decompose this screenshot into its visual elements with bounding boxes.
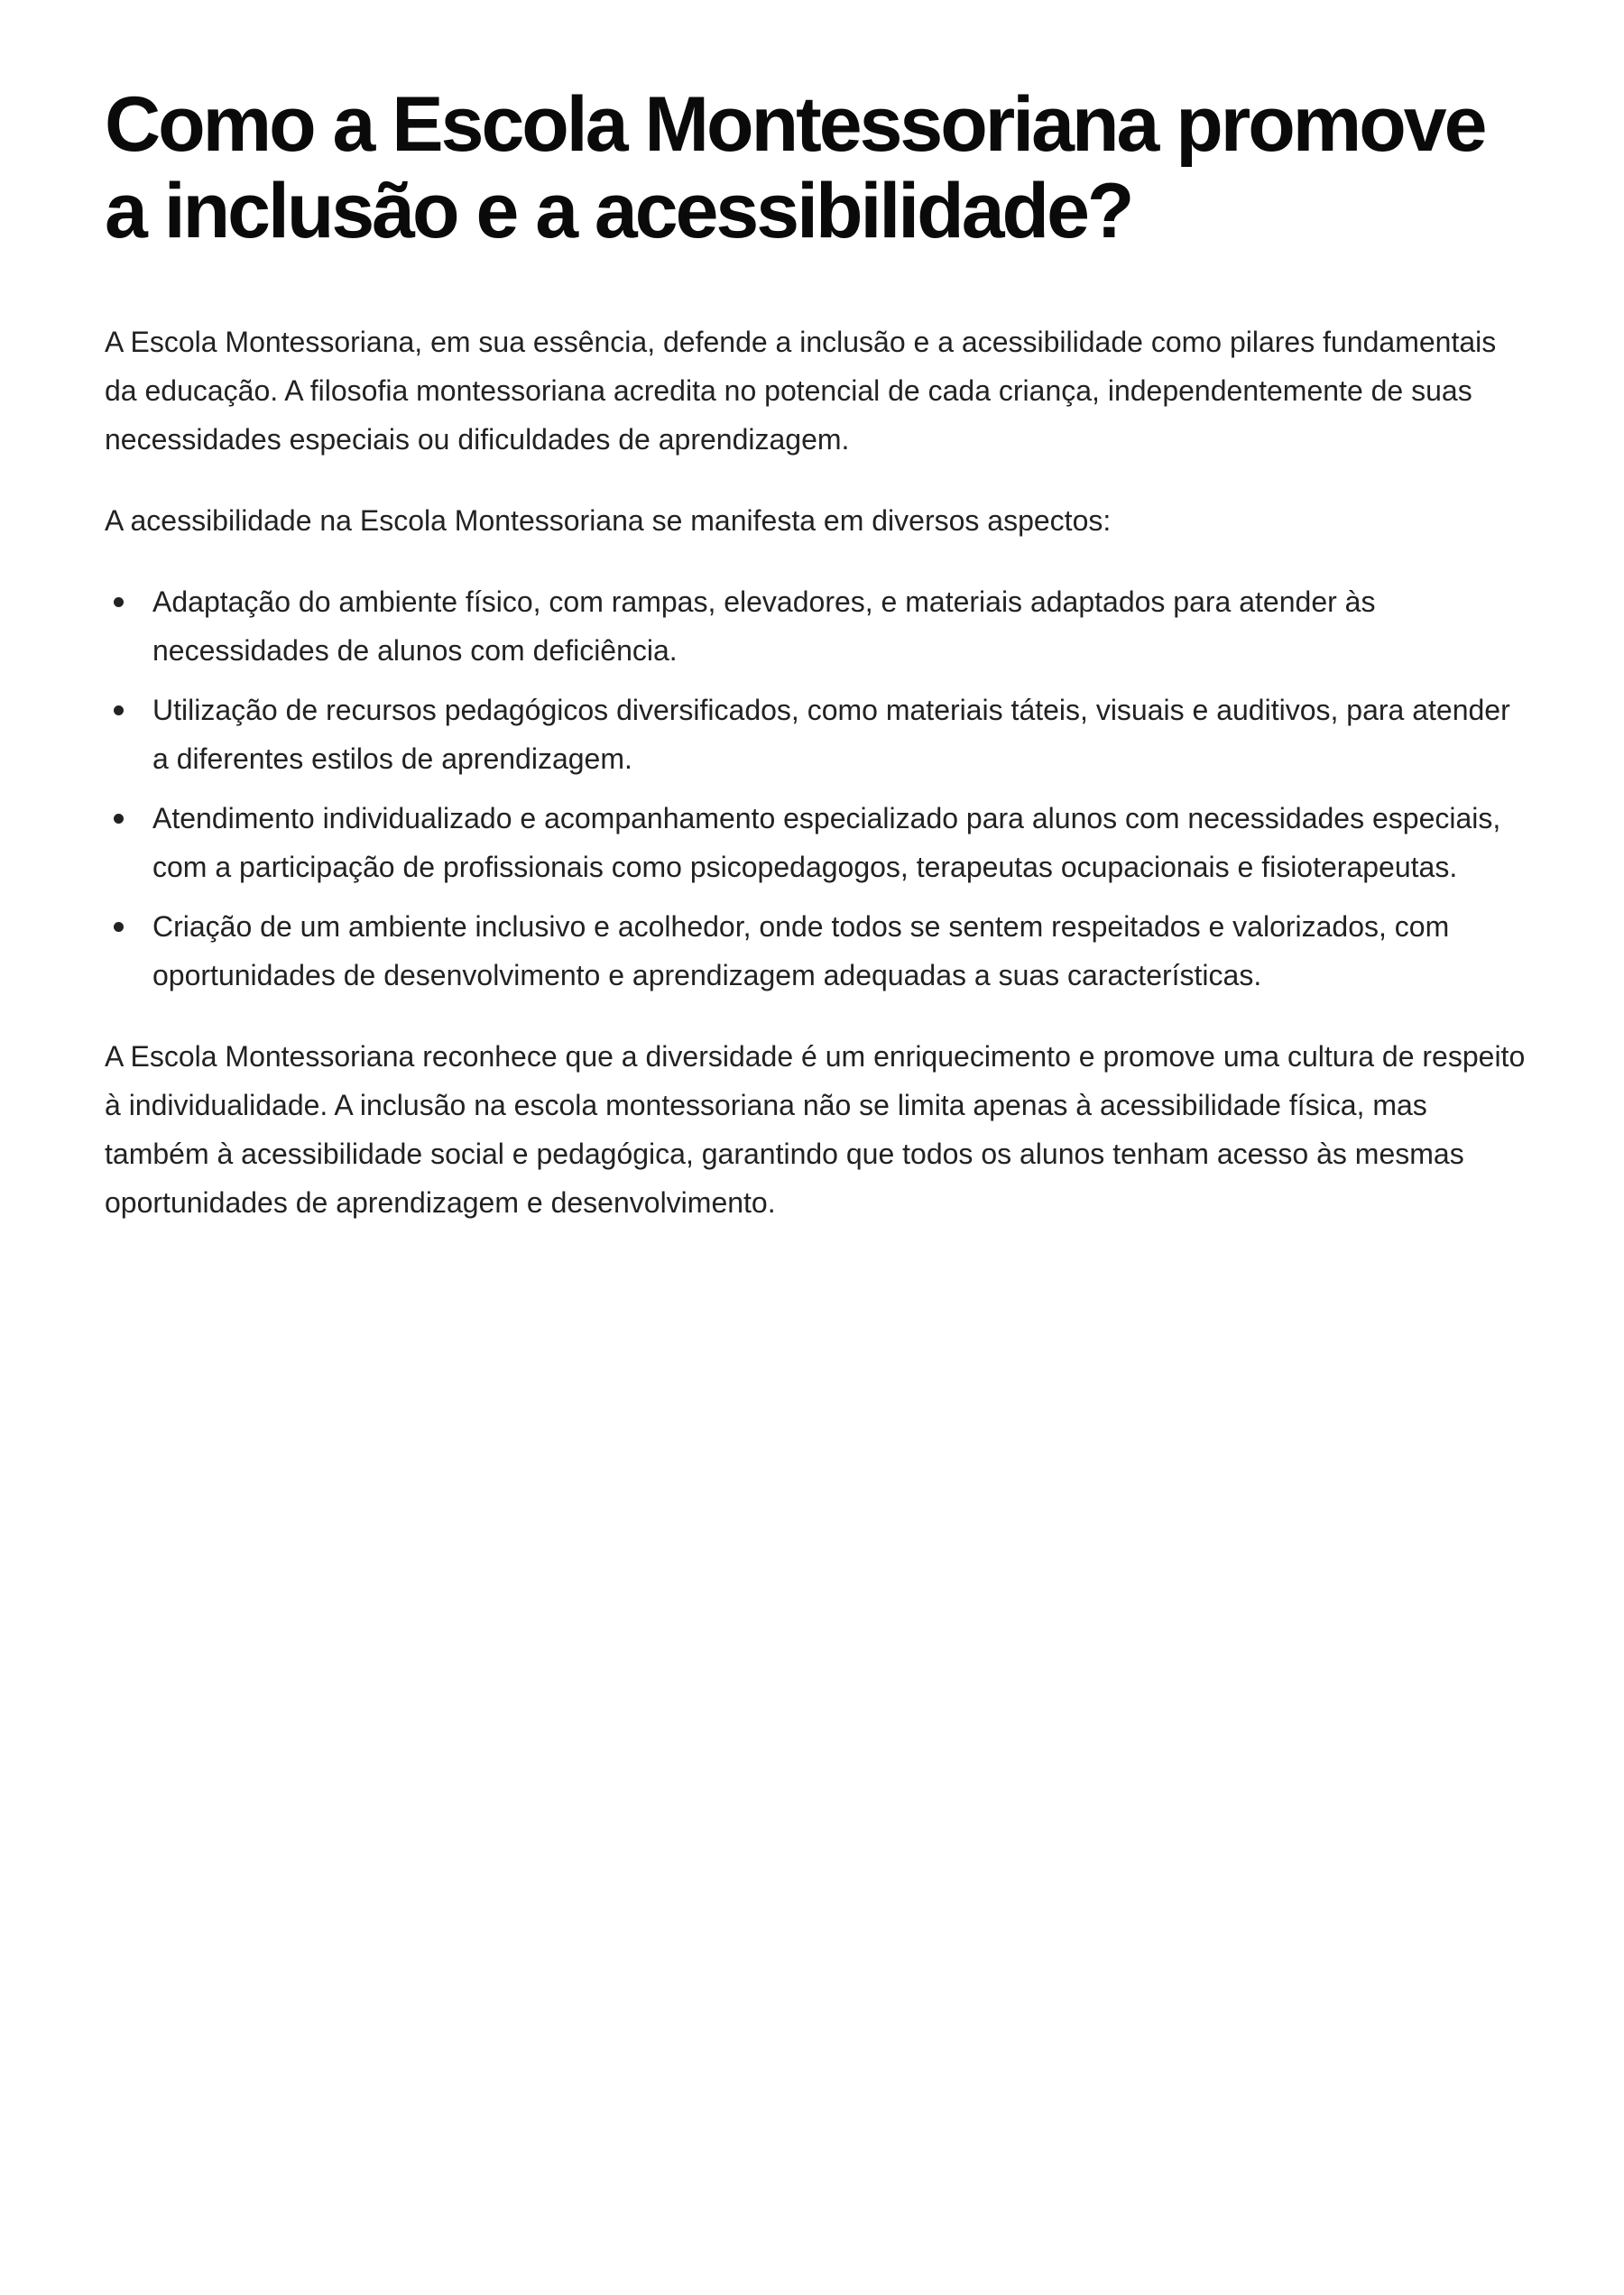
- list-item: [105, 794, 1534, 891]
- document-page: [105, 81, 1534, 1227]
- list-item: [105, 686, 1534, 783]
- bullet-icon: [114, 814, 124, 824]
- list-item-text: Adaptação do ambiente físico, com rampas, elevadores, e materiais adaptados para atender às necessidades de alunos com deficiência.: [152, 585, 1376, 667]
- list-item: [105, 902, 1534, 1000]
- bullet-icon: [114, 922, 124, 932]
- bullet-icon: [114, 705, 124, 715]
- list-item-text: Atendimento individualizado e acompanhamento especializado para alunos com necessidades especiais, com a participação de profissionais como psicopedagogos, terapeutas ocupacionais e fisioterapeutas.: [152, 802, 1501, 883]
- list-item: [105, 577, 1534, 675]
- closing-paragraph: A Escola Montessoriana reconhece que a diversidade é um enriquecimento e promove uma cultura de respeito à individualidade. A inclusão na escola montessoriana não se limita apenas à acessibilidade física, mas também à acessibilidade social e pedagógica, garantindo que todos os alunos tenham acesso às mesmas oportunidades de aprendizagem e desenvolvimento.: [105, 1040, 1526, 1219]
- aspects-list: [105, 577, 1534, 1000]
- intro-paragraph: A Escola Montessoriana, em sua essência, defende a inclusão e a acessibilidade como pilares fundamentais da educação. A filosofia montessoriana acredita no potencial de cada criança, independentemente de suas necessidades especiais ou dificuldades de aprendizagem.: [105, 326, 1497, 456]
- aspects-intro-paragraph: A acessibilidade na Escola Montessoriana se manifesta em diversos aspectos:: [105, 504, 1112, 537]
- list-item-text: Utilização de recursos pedagógicos diversificados, como materiais táteis, visuais e auditivos, para atender a diferentes estilos de aprendizagem.: [152, 694, 1510, 775]
- page-title: Como a Escola Montessoriana promove a inclusão e a acessibilidade?: [105, 81, 1485, 254]
- list-item-text: Criação de um ambiente inclusivo e acolhedor, onde todos se sentem respeitados e valorizados, com oportunidades de desenvolvimento e aprendizagem adequadas a suas características.: [152, 910, 1450, 991]
- bullet-icon: [114, 597, 124, 607]
